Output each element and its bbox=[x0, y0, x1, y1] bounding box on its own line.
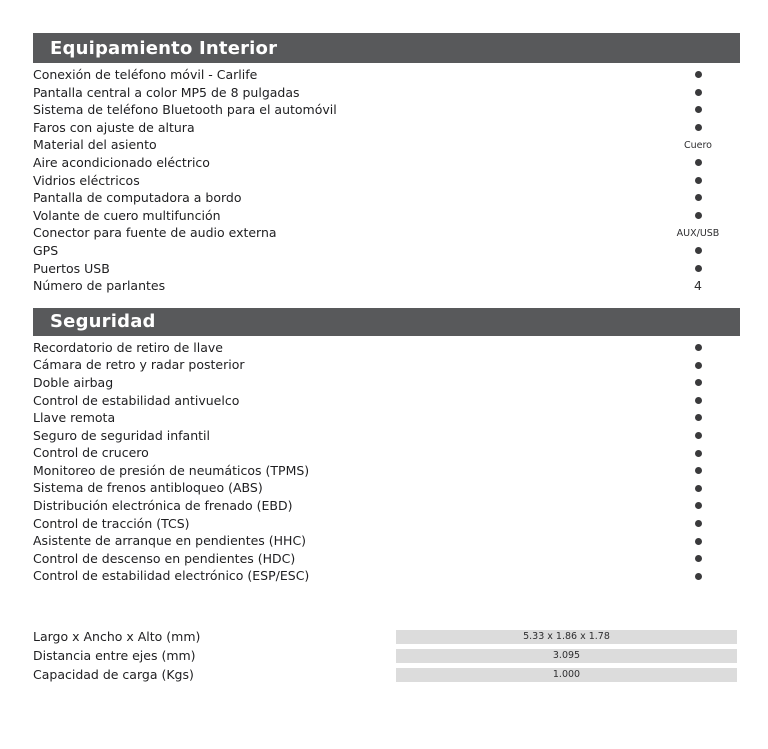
included-dot-icon bbox=[695, 194, 702, 201]
feature-value-cell bbox=[656, 212, 740, 219]
feature-row bbox=[33, 427, 740, 445]
feature-label: Asistente de arranque en pendientes (HHC) bbox=[33, 533, 307, 549]
feature-label: Seguro de seguridad infantil bbox=[33, 427, 210, 443]
feature-value-cell bbox=[656, 538, 740, 545]
included-dot-icon bbox=[695, 467, 702, 474]
feature-row bbox=[33, 172, 740, 190]
feature-row bbox=[33, 409, 740, 427]
feature-label: Distribución electrónica de frenado (EBD) bbox=[33, 498, 293, 514]
feature-value-cell bbox=[656, 573, 740, 580]
feature-row bbox=[33, 374, 740, 392]
feature-row bbox=[33, 532, 740, 550]
feature-row bbox=[33, 136, 740, 154]
included-dot-icon bbox=[695, 344, 702, 351]
dimension-value-text: 3.095 bbox=[552, 650, 581, 662]
feature-value-cell bbox=[656, 450, 740, 457]
feature-label: Número de parlantes bbox=[33, 278, 166, 294]
feature-label: Conexión de teléfono móvil - Carlife bbox=[33, 67, 258, 82]
feature-row bbox=[33, 207, 740, 225]
included-dot-icon bbox=[695, 362, 702, 369]
feature-row bbox=[33, 462, 740, 480]
feature-row bbox=[33, 567, 740, 585]
feature-value-cell bbox=[656, 467, 740, 474]
feature-row bbox=[33, 277, 740, 295]
dimension-label: Capacidad de carga (Kgs) bbox=[33, 667, 194, 683]
included-dot-icon bbox=[695, 485, 702, 492]
feature-label: Llave remota bbox=[33, 410, 116, 426]
feature-label: Pantalla de computadora a bordo bbox=[33, 190, 242, 206]
feature-label: Control de estabilidad antivuelco bbox=[33, 392, 240, 408]
feature-value-cell bbox=[656, 106, 740, 113]
feature-row bbox=[33, 497, 740, 515]
feature-label: Sistema de teléfono Bluetooth para el automóvil bbox=[33, 102, 337, 118]
feature-row bbox=[33, 189, 740, 207]
feature-label: Control de descenso en pendientes (HDC) bbox=[33, 550, 296, 566]
feature-label: Faros con ajuste de altura bbox=[33, 119, 195, 135]
included-dot-icon bbox=[695, 573, 702, 580]
feature-row bbox=[33, 224, 740, 242]
included-dot-icon bbox=[695, 124, 702, 131]
feature-value-cell bbox=[656, 397, 740, 404]
feature-row bbox=[33, 479, 740, 497]
feature-label: Cámara de retro y radar posterior bbox=[33, 357, 245, 373]
section-title: Equipamiento Interior bbox=[50, 37, 278, 59]
feature-label: Recordatorio de retiro de llave bbox=[33, 339, 223, 355]
feature-row bbox=[33, 154, 740, 172]
feature-row bbox=[33, 242, 740, 260]
included-dot-icon bbox=[695, 71, 702, 78]
feature-label: Vidrios eléctricos bbox=[33, 172, 140, 188]
section-header-seguridad bbox=[33, 308, 740, 336]
dimension-value-bar bbox=[396, 668, 737, 682]
included-dot-icon bbox=[695, 212, 702, 219]
dimension-value-text: 1.000 bbox=[552, 669, 581, 681]
included-dot-icon bbox=[695, 89, 702, 96]
feature-row bbox=[33, 339, 740, 357]
feature-label: Monitoreo de presión de neumáticos (TPMS) bbox=[33, 462, 310, 478]
dimension-row bbox=[33, 665, 740, 684]
feature-row bbox=[33, 444, 740, 462]
included-dot-icon bbox=[695, 432, 702, 439]
included-dot-icon bbox=[695, 106, 702, 113]
included-dot-icon bbox=[695, 520, 702, 527]
feature-value-text: Cuero bbox=[683, 139, 712, 151]
feature-value-cell bbox=[656, 247, 740, 254]
feature-label: Conector para fuente de audio externa bbox=[33, 225, 277, 241]
included-dot-icon bbox=[695, 379, 702, 386]
feature-value-cell bbox=[656, 159, 740, 166]
feature-value-cell bbox=[656, 485, 740, 492]
feature-label: Pantalla central a color MP5 de 8 pulgadas bbox=[33, 84, 300, 100]
included-dot-icon bbox=[695, 265, 702, 272]
feature-row bbox=[33, 515, 740, 533]
included-dot-icon bbox=[695, 450, 702, 457]
dimension-value-bar bbox=[396, 649, 737, 663]
feature-label: GPS bbox=[33, 242, 59, 258]
feature-value-cell bbox=[656, 520, 740, 527]
feature-value-cell bbox=[656, 278, 740, 293]
feature-label: Material del asiento bbox=[33, 137, 157, 153]
feature-label: Control de tracción (TCS) bbox=[33, 515, 190, 531]
feature-value-cell bbox=[656, 265, 740, 272]
feature-value-cell bbox=[656, 140, 740, 151]
feature-label: Aire acondicionado eléctrico bbox=[33, 154, 210, 170]
included-dot-icon bbox=[695, 502, 702, 509]
feature-value-cell bbox=[656, 502, 740, 509]
feature-row bbox=[33, 119, 740, 137]
feature-value-cell bbox=[656, 555, 740, 562]
feature-value-cell bbox=[656, 362, 740, 369]
feature-value-cell bbox=[656, 414, 740, 421]
feature-value-text: 4 bbox=[694, 278, 702, 294]
feature-label: Sistema de frenos antibloqueo (ABS) bbox=[33, 480, 263, 496]
dimension-label: Distancia entre ejes (mm) bbox=[33, 648, 196, 664]
feature-value-cell bbox=[656, 228, 740, 239]
feature-value-cell bbox=[656, 71, 740, 78]
section-title: Seguridad bbox=[50, 311, 156, 333]
feature-value-cell bbox=[656, 432, 740, 439]
feature-row bbox=[33, 392, 740, 410]
included-dot-icon bbox=[695, 247, 702, 254]
feature-row bbox=[33, 550, 740, 568]
included-dot-icon bbox=[695, 555, 702, 562]
dimension-value-bar bbox=[396, 630, 737, 644]
spec-sheet bbox=[33, 33, 740, 684]
dimension-row bbox=[33, 627, 740, 646]
feature-value-cell bbox=[656, 344, 740, 351]
feature-label: Control de estabilidad electrónico (ESP/ESC) bbox=[33, 568, 310, 584]
feature-label: Doble airbag bbox=[33, 374, 114, 390]
dimensions-table bbox=[33, 627, 740, 684]
feature-list-seguridad bbox=[33, 339, 740, 585]
feature-row bbox=[33, 260, 740, 278]
dimension-row bbox=[33, 646, 740, 665]
feature-row bbox=[33, 101, 740, 119]
feature-value-cell bbox=[656, 124, 740, 131]
feature-row bbox=[33, 84, 740, 102]
included-dot-icon bbox=[695, 177, 702, 184]
feature-row bbox=[33, 66, 740, 84]
dimension-value-text: 5.33 x 1.86 x 1.78 bbox=[523, 631, 610, 643]
feature-list-equipamiento-interior bbox=[33, 66, 740, 295]
feature-label: Control de crucero bbox=[33, 445, 149, 461]
feature-value-text: AUX/USB bbox=[676, 227, 720, 239]
included-dot-icon bbox=[695, 414, 702, 421]
feature-value-cell bbox=[656, 89, 740, 96]
included-dot-icon bbox=[695, 397, 702, 404]
feature-value-cell bbox=[656, 379, 740, 386]
feature-label: Puertos USB bbox=[33, 260, 110, 276]
feature-value-cell bbox=[656, 194, 740, 201]
section-header-equipamiento-interior bbox=[33, 33, 740, 63]
dimension-label: Largo x Ancho x Alto (mm) bbox=[33, 629, 201, 645]
included-dot-icon bbox=[695, 159, 702, 166]
feature-label: Volante de cuero multifunción bbox=[33, 207, 221, 223]
feature-value-cell bbox=[656, 177, 740, 184]
feature-row bbox=[33, 356, 740, 374]
included-dot-icon bbox=[695, 538, 702, 545]
